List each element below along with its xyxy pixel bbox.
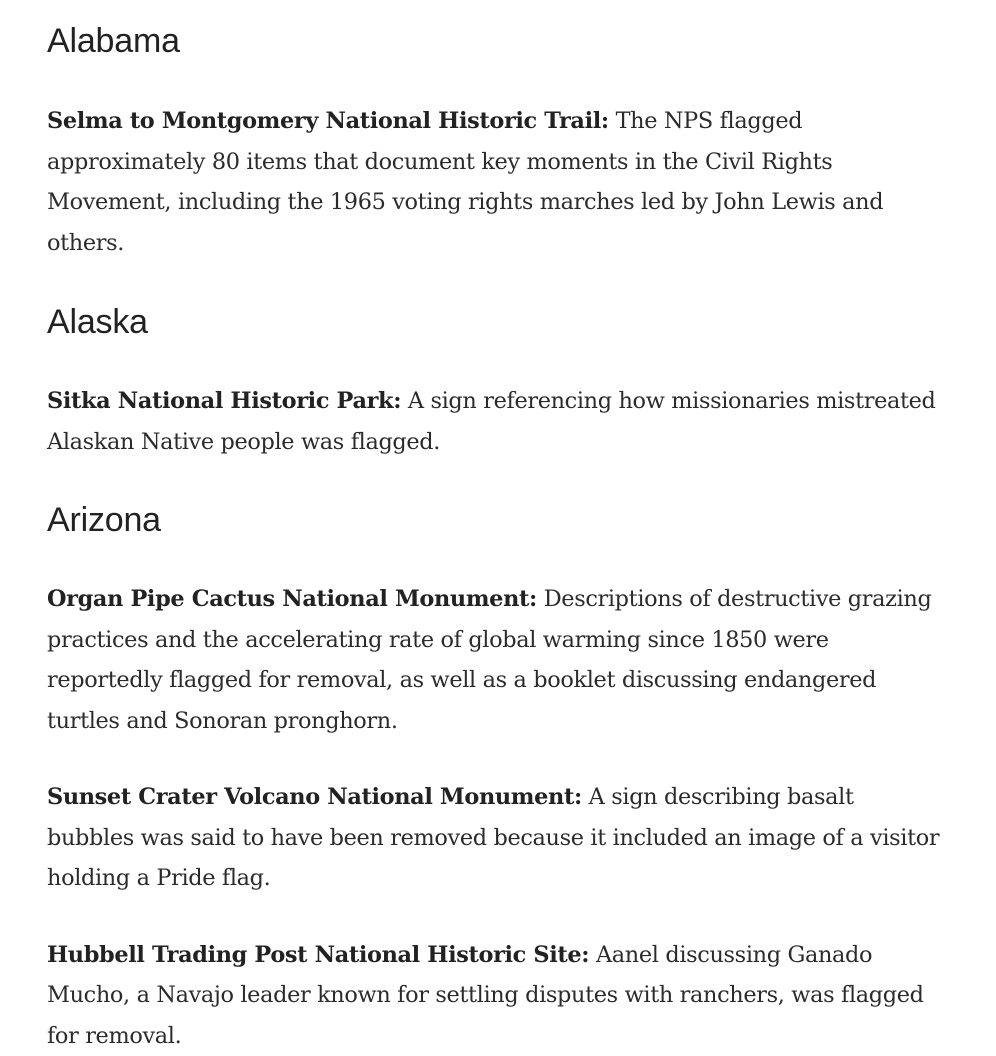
entry-text: Aanel discussing Ganado Mucho, a Navajo leader known for settling disputes with ranchers, was flagged for removal.	[47, 942, 924, 1049]
state-heading-alaska: Alaska	[47, 300, 947, 344]
entry-sitka	[47, 381, 947, 462]
entry-selma-to-montgomery	[47, 101, 947, 263]
entry-text: Descriptions of destructive grazing practices and the accelerating rate of global warming since 1850 were reportedly flagged for removal, as well as a booklet discussing endangered turtles and Sonoran pronghorn.	[47, 586, 931, 734]
site-name: Sitka National Historic Park:	[47, 388, 401, 414]
entry-organ-pipe-cactus	[47, 579, 947, 741]
entry-hubbell-trading-post	[47, 935, 947, 1056]
entry-text: A sign describing basalt bubbles was said to have been removed because it included an image of a visitor holding a Pride flag.	[47, 784, 939, 891]
site-name: Organ Pipe Cactus National Monument:	[47, 586, 537, 612]
entry-sunset-crater	[47, 777, 947, 899]
entry-text: A sign referencing how missionaries mistreated Alaskan Native people was flagged.	[47, 388, 936, 455]
entry-text: The NPS flagged approximately 80 items that document key moments in the Civil Rights Movement, including the 1965 voting rights marches led by John Lewis and others.	[47, 108, 883, 256]
site-name: Selma to Montgomery National Historic Trail:	[47, 108, 609, 134]
state-heading-arizona: Arizona	[47, 498, 947, 542]
site-name: Sunset Crater Volcano National Monument:	[47, 784, 582, 810]
state-heading-alabama: Alabama	[47, 19, 947, 63]
article-body	[47, 0, 947, 1056]
site-name: Hubbell Trading Post National Historic Site:	[47, 942, 589, 968]
